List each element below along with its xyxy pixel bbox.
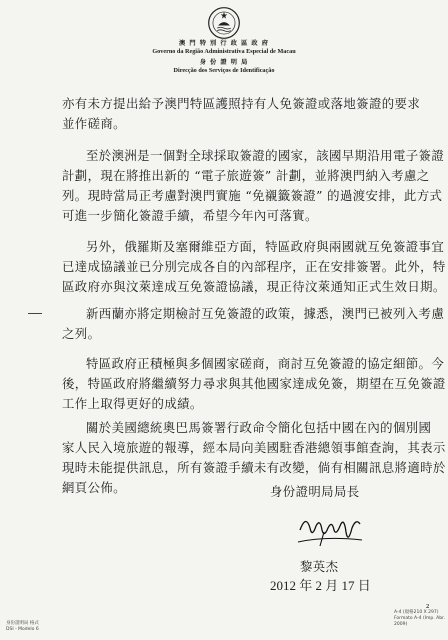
text-line: 至於澳洲是一個對全球採取簽證的國家，該國早期沿用電子簽證 (86, 148, 445, 163)
text-line: 並作磋商。 (62, 116, 126, 131)
text-line: 亦有未方提出給予澳門特區護照持有人免簽證或落地簽證的要求 (62, 96, 421, 111)
footer-paper-format (394, 604, 448, 628)
text-line: 關於美國總統奧巴馬簽署行政命令簡化包括中國在內的個別國 (86, 420, 432, 435)
government-name-cn: 澳 門 特 別 行 政 區 政 府 (179, 40, 269, 47)
text-line: 之列。 (62, 326, 101, 341)
page-number: 2 (426, 603, 430, 610)
text-line: 可進一步簡化簽證手續，希望今年內可落實。 (62, 208, 318, 223)
text-line: 新西蘭亦將定期檢討互免簽證的政策，據悉，澳門已被列入考慮 (86, 306, 445, 321)
text-line: 家人民入境旅遊的報導，經本局向美國駐香港總領事館查詢，其表示 (62, 440, 446, 455)
paragraph-5 (62, 354, 446, 414)
text-line: 現時未能提供訊息，所有簽證手續未有改變，倘有相關訊息將適時於 (62, 460, 446, 475)
footer-line: Formato A-4 (Imp. Abr. 2009) (394, 616, 445, 627)
text-line: 計劃，現在將推出新的 “電子旅遊簽” 計劃，並將澳門納入考慮之 (62, 168, 430, 183)
letterhead (0, 6, 448, 75)
text-line: 工作上取得更好的成績。 (62, 396, 203, 411)
paragraph-3 (62, 237, 446, 297)
government-name-pt: Governo da Região Administrativa Especial de Macau (152, 48, 296, 55)
footer-form-code (6, 621, 39, 633)
signatory-title: 身份證明局局長 (270, 484, 360, 499)
margin-mark (28, 313, 42, 314)
text-line: 列。現時當局正考慮對澳門實施 “免襯籤簽證” 的過渡安排，此方式 (62, 188, 443, 203)
signature-date: 2012 年 2 月 17 日 (270, 578, 371, 593)
text-line: 後，特區政府將繼續努力尋求與其他國家達成免簽，期望在互免簽證 (62, 376, 446, 391)
text-line: 已達成協議並已分別完成各自的內部程序，正在安排簽署。此外，特 (62, 259, 446, 274)
paragraph-4 (62, 304, 445, 344)
handwritten-signature (296, 508, 366, 552)
macau-emblem-icon (207, 6, 241, 40)
text-line: 區政府亦與汶萊達成互免簽證協議，現正待汶萊通知正式生效日期。 (62, 279, 446, 294)
text-line: 另外，俄羅斯及塞爾維亞方面，特區政府與兩國就互免簽證事宜 (86, 239, 445, 254)
text-line: 網頁公佈。 (62, 480, 126, 495)
footer-line: A-4 (規格210 X 297) (394, 610, 439, 615)
department-name-cn: 身 份 證 明 局 (199, 59, 249, 66)
footer-line: DSI - Modelo 6 (6, 627, 39, 632)
paragraph-2 (62, 146, 445, 226)
signatory-name: 黎英杰 (300, 559, 339, 574)
paragraph-1 (62, 94, 421, 134)
footer-line: 身份證明局 格式 (6, 621, 39, 626)
text-line: 特區政府正積極與多個國家磋商，商討互免簽證的協定細節。今 (86, 356, 445, 371)
department-name-pt: Direcção dos Serviços de Identificação (173, 67, 275, 74)
